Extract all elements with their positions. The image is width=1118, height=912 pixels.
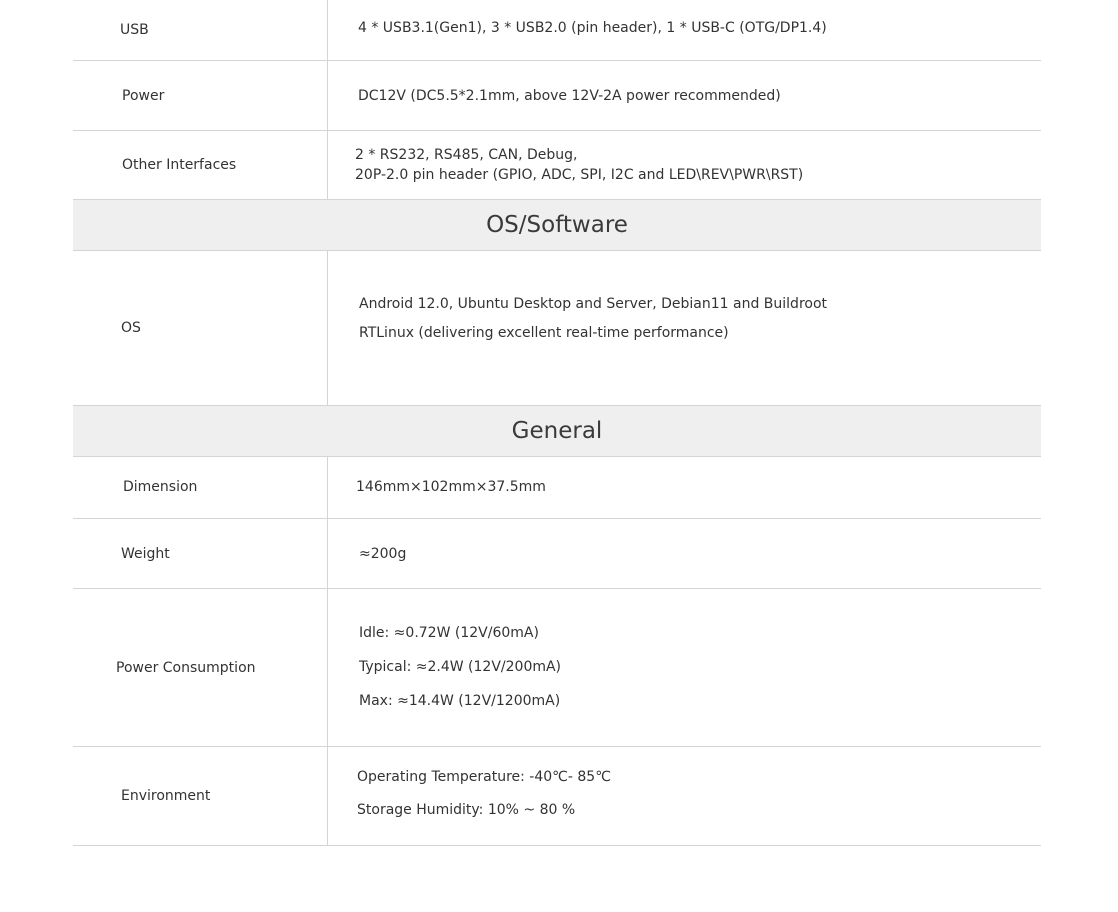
value-line: ≈200g	[359, 545, 407, 562]
row-label	[73, 61, 328, 130]
row-label	[73, 0, 328, 60]
label-text: USB	[120, 22, 149, 38]
value-line: RTLinux (delivering excellent real-time performance)	[359, 324, 729, 341]
value-line: Android 12.0, Ubuntu Desktop and Server, Debian11 and Buildroot	[359, 295, 828, 312]
section-header-os-software	[73, 200, 1041, 251]
row-value	[328, 251, 1041, 405]
value-line: Operating Temperature: -40℃- 85℃	[357, 768, 611, 785]
row-value	[328, 61, 1041, 130]
row-value	[328, 589, 1041, 746]
row-label	[73, 251, 328, 405]
spec-row-other-interfaces	[73, 131, 1041, 200]
row-value	[328, 131, 1041, 199]
label-text: Power Consumption	[116, 659, 256, 676]
label-text: Dimension	[123, 478, 198, 495]
spec-row-dimension	[73, 457, 1041, 519]
value-line: 146mm×102mm×37.5mm	[356, 478, 546, 495]
spec-row-os	[73, 251, 1041, 406]
value-line: Max: ≈14.4W (12V/1200mA)	[359, 692, 561, 709]
label-text: OS	[121, 320, 141, 336]
label-text: Environment	[121, 788, 211, 804]
label-text: Weight	[121, 545, 170, 562]
value-line: Idle: ≈0.72W (12V/60mA)	[359, 624, 539, 641]
spec-row-weight	[73, 519, 1041, 589]
row-value	[328, 457, 1041, 518]
label-text: Other Interfaces	[122, 157, 237, 173]
section-title: OS/Software	[486, 212, 628, 238]
spec-row-usb	[73, 0, 1041, 61]
row-label	[73, 457, 328, 518]
value-line: 20P-2.0 pin header (GPIO, ADC, SPI, I2C and LED\REV\PWR\RST)	[355, 167, 804, 183]
row-label	[73, 747, 328, 845]
value-line: 2 * RS232, RS485, CAN, Debug,	[355, 147, 578, 163]
value-line: DC12V (DC5.5*2.1mm, above 12V-2A power recommended)	[358, 87, 781, 104]
section-header-general	[73, 406, 1041, 457]
spec-row-environment	[73, 747, 1041, 846]
row-value	[328, 0, 1041, 60]
label-text: Power	[122, 87, 165, 104]
value-line: Storage Humidity: 10% ~ 80 %	[357, 801, 576, 818]
value-line: Typical: ≈2.4W (12V/200mA)	[359, 658, 562, 675]
spec-table	[73, 0, 1041, 846]
row-label	[73, 131, 328, 199]
row-label	[73, 519, 328, 588]
row-value	[328, 747, 1041, 845]
row-label	[73, 589, 328, 746]
row-value	[328, 519, 1041, 588]
spec-row-power-consumption	[73, 589, 1041, 747]
value-line: 4 * USB3.1(Gen1), 3 * USB2.0 (pin header), 1 * USB-C (OTG/DP1.4)	[358, 20, 827, 36]
section-title: General	[511, 418, 603, 444]
spec-row-power	[73, 61, 1041, 131]
